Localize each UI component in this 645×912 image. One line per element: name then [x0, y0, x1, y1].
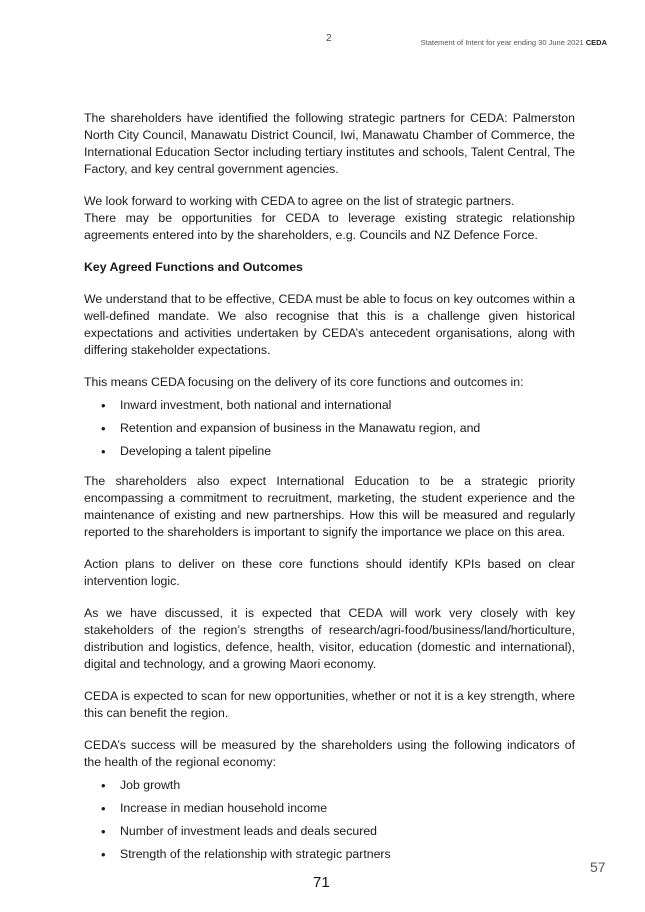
- paragraph-mandate: We understand that to be effective, CEDA must be able to focus on key outcomes within a well-defined mandate. We also recognise that this is a challenge given historical expectations and activities undertaken by CEDA’s antecedent organisations, along with differing stakeholder expectations.: [84, 292, 575, 357]
- document-body: [84, 110, 575, 876]
- list-item: • Retention and expansion of business in the Manawatu region, and: [84, 420, 575, 437]
- page-number-right: 57: [590, 859, 606, 875]
- header-org: CEDA: [585, 38, 607, 47]
- paragraph-agree-partners: We look forward to working with CEDA to agree on the list of strategic partners.: [84, 194, 515, 208]
- core-functions-list: [84, 397, 575, 460]
- section-heading: Key Agreed Functions and Outcomes: [84, 260, 303, 274]
- paragraph-leverage-agreements: There may be opportunities for CEDA to leverage existing strategic relationship agreements entered into by the shareholders, e.g. Councils and NZ Defence Force.: [84, 211, 575, 242]
- list-item: • Developing a talent pipeline: [84, 443, 575, 460]
- paragraph-success-indicators-intro: CEDA’s success will be measured by the shareholders using the following indicators of the health of the regional economy:: [84, 738, 575, 769]
- list-item: • Increase in median household income: [84, 800, 575, 817]
- list-item: • Number of investment leads and deals secured: [84, 823, 575, 840]
- paragraph-key-stakeholders: As we have discussed, it is expected that CEDA will work very closely with key stakeholders of the region’s strengths of research/agri-food/business/land/horticulture, distribution and logistics, defence, health, visitor, education (domestic and international), digital and technology, and a growing Maori economy.: [84, 606, 575, 671]
- paragraph-new-opportunities: CEDA is expected to scan for new opportunities, whether or not it is a key strength, where this can benefit the region.: [84, 689, 575, 720]
- list-item: • Inward investment, both national and international: [84, 397, 575, 414]
- paragraph-action-plans: Action plans to deliver on these core functions should identify KPIs based on clear intervention logic.: [84, 557, 575, 588]
- indicators-list: [84, 777, 575, 863]
- header-doc-title: Statement of Intent for year ending 30 June 2021: [420, 38, 584, 47]
- paragraph-strategic-partners: The shareholders have identified the following strategic partners for CEDA: Palmerston North City Council, Manawatu District Council, Iwi, Manawatu Chamber of Commerce, the International Education Sector including tertiary institutes and schools, Talent Central, The Factory, and key central government agencies.: [84, 111, 575, 176]
- running-header: [421, 38, 607, 47]
- list-item: • Job growth: [84, 777, 575, 794]
- paragraph-core-functions-intro: This means CEDA focusing on the delivery of its core functions and outcomes in:: [84, 375, 524, 389]
- page-number-center: 71: [313, 874, 330, 891]
- list-item: • Strength of the relationship with strategic partners: [84, 846, 575, 863]
- page-number-top: 2: [326, 33, 332, 44]
- paragraph-international-education: The shareholders also expect International Education to be a strategic priority encompassing a commitment to recruitment, marketing, the student experience and the maintenance of existing and new partnerships. How this will be measured and regularly reported to the shareholders is important to signify the importance we place on this area.: [84, 474, 575, 539]
